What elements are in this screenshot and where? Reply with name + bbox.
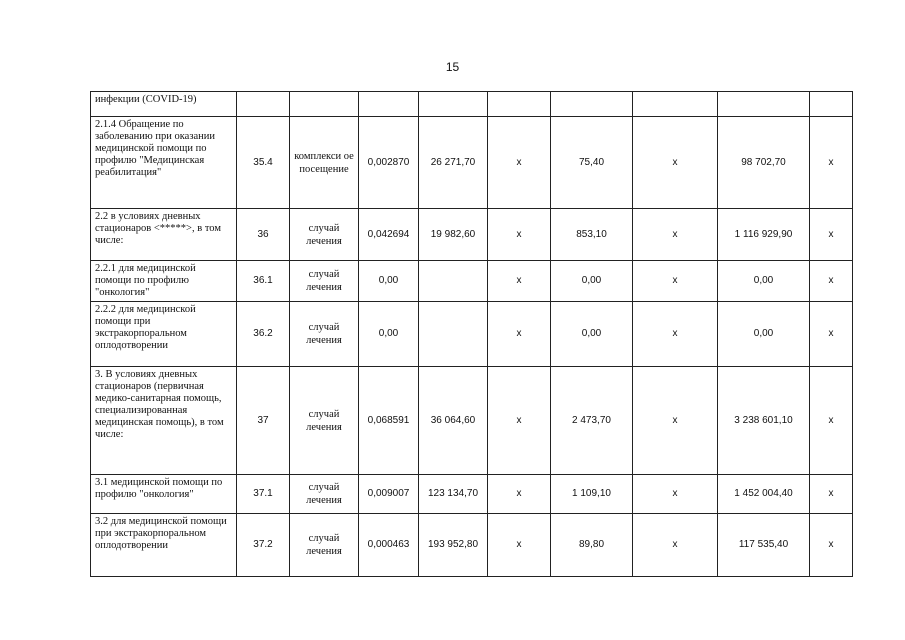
row-unit-cell: случай лечения <box>290 261 359 302</box>
table-row <box>91 92 853 117</box>
row-norm-cell: 0,009007 <box>359 475 419 514</box>
row-norm-cell: 0,042694 <box>359 209 419 261</box>
row-x1-cell: х <box>488 261 551 302</box>
row-per-capita-cell: 0,00 <box>551 261 633 302</box>
row-name-cell: 3.2 для медицинской помощи при экстракорпоральном оплодотворении <box>91 514 237 577</box>
row-norm-cell: 0,00 <box>359 302 419 367</box>
row-cost-cell <box>419 261 488 302</box>
row-code-cell: 35.4 <box>237 117 290 209</box>
row-x2-cell: х <box>633 209 718 261</box>
row-total-cell: 117 535,40 <box>718 514 810 577</box>
table-row <box>91 209 853 261</box>
row-code-cell: 36 <box>237 209 290 261</box>
row-code-cell: 36.2 <box>237 302 290 367</box>
table-row <box>91 475 853 514</box>
row-unit-cell: случай лечения <box>290 302 359 367</box>
row-cost-cell <box>419 302 488 367</box>
row-total-cell: 1 116 929,90 <box>718 209 810 261</box>
row-cost-cell <box>419 92 488 117</box>
row-x3-cell: х <box>810 117 853 209</box>
row-per-capita-cell: 1 109,10 <box>551 475 633 514</box>
row-x2-cell: х <box>633 117 718 209</box>
page-number: 15 <box>445 60 460 74</box>
row-code-cell: 36.1 <box>237 261 290 302</box>
row-name-cell: 2.2.1 для медицинской помощи по профилю "онкология" <box>91 261 237 302</box>
row-name-cell: 2.1.4 Обращение по заболеванию при оказании медицинской помощи по профилю "Медицинская реабилитация" <box>91 117 237 209</box>
row-x1-cell <box>488 92 551 117</box>
row-name-cell: 2.2.2 для медицинской помощи при экстракорпоральном оплодотворении <box>91 302 237 367</box>
row-x3-cell: х <box>810 514 853 577</box>
table-row <box>91 261 853 302</box>
row-unit-cell: случай лечения <box>290 514 359 577</box>
row-per-capita-cell: 0,00 <box>551 302 633 367</box>
row-x2-cell: х <box>633 367 718 475</box>
row-total-cell: 0,00 <box>718 302 810 367</box>
row-norm-cell: 0,000463 <box>359 514 419 577</box>
row-per-capita-cell: 2 473,70 <box>551 367 633 475</box>
table-row <box>91 117 853 209</box>
row-code-cell <box>237 92 290 117</box>
row-x1-cell: х <box>488 117 551 209</box>
row-cost-cell: 36 064,60 <box>419 367 488 475</box>
row-x2-cell: х <box>633 514 718 577</box>
row-norm-cell: 0,002870 <box>359 117 419 209</box>
row-code-cell: 37.1 <box>237 475 290 514</box>
row-x3-cell: х <box>810 261 853 302</box>
row-x2-cell: х <box>633 302 718 367</box>
row-x1-cell: х <box>488 367 551 475</box>
row-code-cell: 37 <box>237 367 290 475</box>
row-name-cell: 3.1 медицинской помощи по профилю "онкология" <box>91 475 237 514</box>
table-row <box>91 367 853 475</box>
data-table <box>90 91 853 577</box>
row-x3-cell: х <box>810 302 853 367</box>
row-per-capita-cell <box>551 92 633 117</box>
row-code-cell: 37.2 <box>237 514 290 577</box>
row-cost-cell: 193 952,80 <box>419 514 488 577</box>
row-norm-cell: 0,00 <box>359 261 419 302</box>
row-unit-cell: комплекси ое посещение <box>290 117 359 209</box>
row-name-cell: 2.2 в условиях дневных стационаров <*****>, в том числе: <box>91 209 237 261</box>
row-unit-cell: случай лечения <box>290 367 359 475</box>
row-x1-cell: х <box>488 302 551 367</box>
row-x3-cell: х <box>810 367 853 475</box>
row-per-capita-cell: 853,10 <box>551 209 633 261</box>
row-total-cell: 1 452 004,40 <box>718 475 810 514</box>
row-cost-cell: 123 134,70 <box>419 475 488 514</box>
row-x1-cell: х <box>488 514 551 577</box>
row-unit-cell: случай лечения <box>290 209 359 261</box>
row-x1-cell: х <box>488 209 551 261</box>
row-per-capita-cell: 75,40 <box>551 117 633 209</box>
row-cost-cell: 19 982,60 <box>419 209 488 261</box>
row-x2-cell <box>633 92 718 117</box>
row-norm-cell: 0,068591 <box>359 367 419 475</box>
row-cost-cell: 26 271,70 <box>419 117 488 209</box>
row-unit-cell <box>290 92 359 117</box>
row-unit-cell: случай лечения <box>290 475 359 514</box>
table-row <box>91 514 853 577</box>
row-norm-cell <box>359 92 419 117</box>
row-total-cell: 0,00 <box>718 261 810 302</box>
row-x3-cell <box>810 92 853 117</box>
row-total-cell: 98 702,70 <box>718 117 810 209</box>
row-x1-cell: х <box>488 475 551 514</box>
row-name-cell: 3. В условиях дневных стационаров (первичная медико-санитарная помощь, специализированная медицинская помощь), в том числе: <box>91 367 237 475</box>
row-name-cell: инфекции (COVID-19) <box>91 92 237 117</box>
row-total-cell: 3 238 601,10 <box>718 367 810 475</box>
table-row <box>91 302 853 367</box>
row-per-capita-cell: 89,80 <box>551 514 633 577</box>
row-total-cell <box>718 92 810 117</box>
row-x3-cell: х <box>810 475 853 514</box>
row-x2-cell: х <box>633 261 718 302</box>
row-x3-cell: х <box>810 209 853 261</box>
row-x2-cell: х <box>633 475 718 514</box>
